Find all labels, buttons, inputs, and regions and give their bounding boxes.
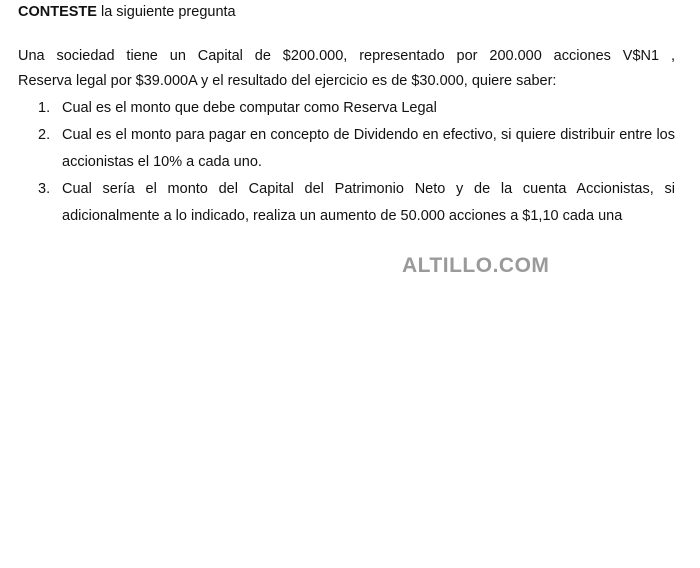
question-text: Cual es el monto para pagar en concepto de Dividendo en efectivo, si quiere distribuir entre los accionistas el 10% a cada uno. [62, 127, 675, 170]
instruction-heading-rest: la siguiente pregunta [96, 4, 236, 20]
question-text: Cual sería el monto del Capital del Patrimonio Neto y de la cuenta Accionistas, si adicionalmente a lo indicado, realiza un aumento de 50.000 acciones a $1,10 cada una [62, 181, 675, 224]
question-number: 2. [38, 127, 51, 143]
question-list [38, 95, 675, 230]
problem-statement-line-1: Una sociedad tiene un Capital de $200.000, representado por 200.000 acciones V$N1 , [18, 48, 675, 64]
watermark: ALTILLO.COM [402, 254, 550, 277]
question-number: 1. [38, 100, 51, 116]
question-text: Cual es el monto que debe computar como Reserva Legal [62, 100, 437, 116]
problem-statement-line-2: Reserva legal por $39.000A y el resultado del ejercicio es de $30.000, quiere saber: [18, 73, 557, 89]
question-item [38, 95, 675, 122]
question-item [38, 122, 675, 176]
question-number: 3. [38, 181, 51, 197]
problem-statement [18, 44, 675, 94]
question-item [38, 176, 675, 230]
instruction-heading [18, 3, 236, 21]
instruction-heading-bold: CONTESTE [18, 4, 97, 20]
